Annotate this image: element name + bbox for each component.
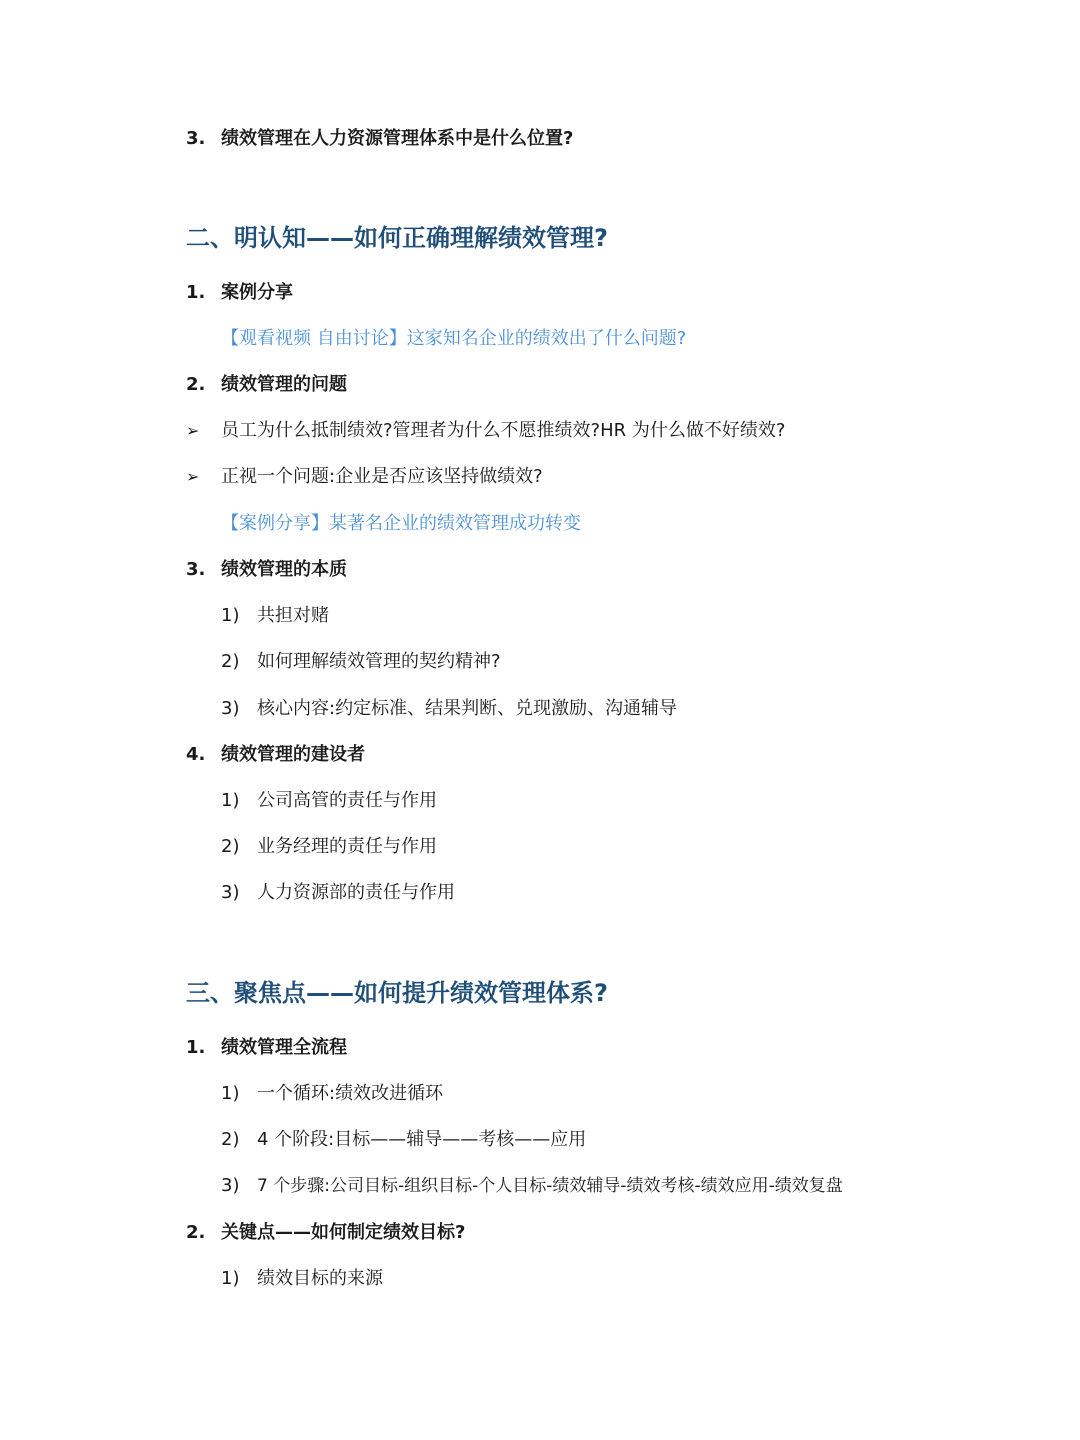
sub-number: 3) <box>221 698 240 719</box>
item-text: 绩效管理的本质 <box>221 559 347 580</box>
sub-number: 3) <box>221 1175 240 1196</box>
item-text: 绩效管理的问题 <box>221 374 347 395</box>
section-heading: 三、聚焦点——如何提升绩效管理体系? <box>186 979 608 1007</box>
item-text: 案例分享 <box>221 282 293 303</box>
sub-number: 1) <box>221 790 240 811</box>
item-text: 7 个步骤:公司目标-组织目标-个人目标-绩效辅导-绩效考核-绩效应用-绩效复盘 <box>257 1176 843 1196</box>
item-text: 4 个阶段:目标——辅导——考核——应用 <box>257 1129 587 1150</box>
case-note: 【案例分享】某著名企业的绩效管理成功转变 <box>221 513 581 534</box>
item-text: 公司高管的责任与作用 <box>257 790 437 811</box>
sub-number: 1) <box>221 1268 240 1289</box>
item-number: 2. <box>186 374 206 395</box>
item-text: 绩效管理全流程 <box>221 1037 347 1058</box>
item-number: 3. <box>186 559 206 580</box>
item-text: 员工为什么抵制绩效?管理者为什么不愿推绩效?HR 为什么做不好绩效? <box>221 420 786 441</box>
item-text: 业务经理的责任与作用 <box>257 836 437 857</box>
item-text: 绩效管理在人力资源管理体系中是什么位置? <box>221 128 574 149</box>
item-text: 如何理解绩效管理的契约精神? <box>257 651 501 672</box>
item-text: 正视一个问题:企业是否应该坚持做绩效? <box>221 466 543 487</box>
sub-number: 2) <box>221 1129 240 1150</box>
sub-number: 2) <box>221 836 240 857</box>
sub-number: 1) <box>221 1083 240 1104</box>
item-text: 一个循环:绩效改进循环 <box>257 1083 444 1104</box>
case-note: 【观看视频 自由讨论】这家知名企业的绩效出了什么问题? <box>221 328 687 349</box>
item-text: 绩效管理的建设者 <box>221 744 365 765</box>
item-number: 1. <box>186 1037 206 1058</box>
arrow-bullet-icon: ➢ <box>186 467 200 486</box>
item-text: 关键点——如何制定绩效目标? <box>221 1222 466 1243</box>
item-text: 共担对赌 <box>257 605 329 626</box>
item-number: 2. <box>186 1222 206 1243</box>
item-text: 核心内容:约定标准、结果判断、兑现激励、沟通辅导 <box>257 698 678 719</box>
item-number: 1. <box>186 282 206 303</box>
item-text: 人力资源部的责任与作用 <box>257 882 455 903</box>
arrow-bullet-icon: ➢ <box>186 421 200 440</box>
item-text: 绩效目标的来源 <box>257 1268 383 1289</box>
section-heading: 二、明认知——如何正确理解绩效管理? <box>186 224 608 252</box>
sub-number: 3) <box>221 882 240 903</box>
item-number: 4. <box>186 744 206 765</box>
sub-number: 1) <box>221 605 240 626</box>
sub-number: 2) <box>221 651 240 672</box>
item-number: 3. <box>186 128 206 149</box>
